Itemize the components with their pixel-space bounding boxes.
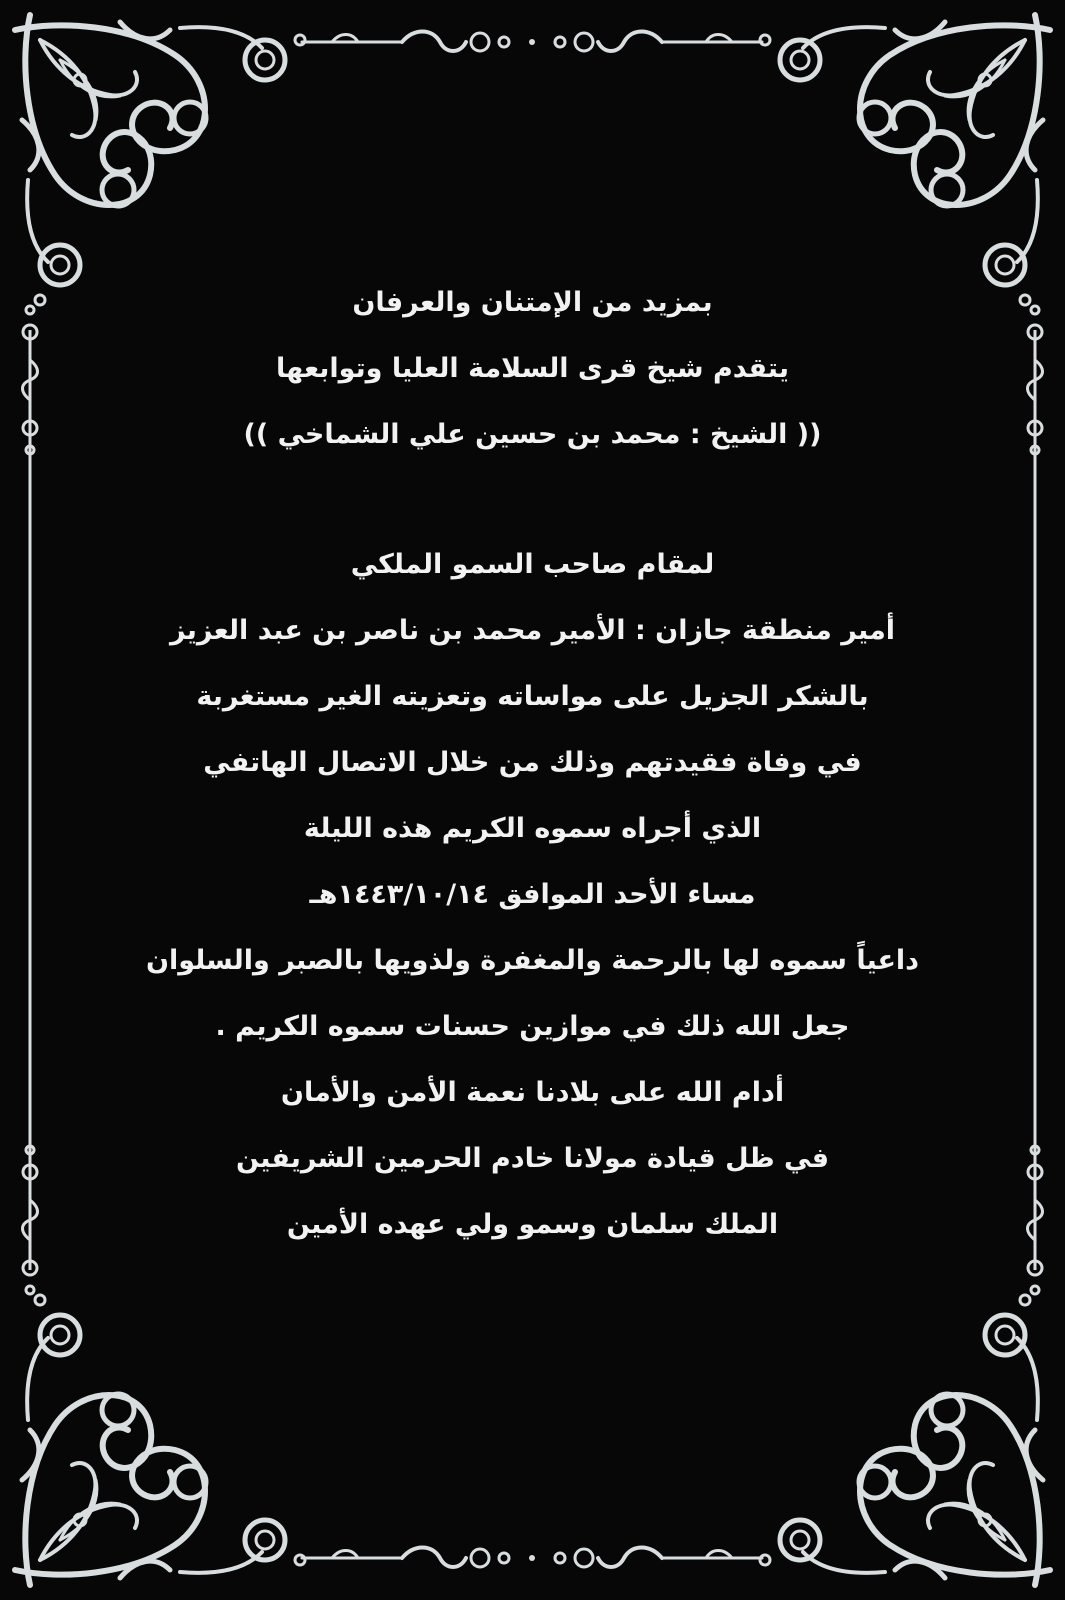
body-line: في وفاة فقيدتهم وذلك من خلال الاتصال الهاتفي (203, 747, 862, 778)
intro-line: بمزيد من الإمتنان والعرفان (352, 287, 713, 318)
intro-line: يتقدم شيخ قرى السلامة العليا وتوابعها (276, 353, 789, 384)
body-line: لمقام صاحب السمو الملكي (350, 549, 715, 580)
body-line: في ظل قيادة مولانا خادم الحرمين الشريفين (235, 1143, 830, 1174)
body-line: مساء الأحد الموافق ١٤٤٣/١٠/١٤هـ (309, 879, 756, 910)
body-line: داعياً سموه لها بالرحمة والمغفرة ولذويها بالصبر والسلوان (145, 945, 920, 976)
body-line: أمير منطقة جازان : الأمير محمد بن ناصر بن عبد العزيز (169, 615, 896, 646)
message-text (120, 270, 945, 1258)
paragraph-gap (120, 468, 945, 532)
body-line: الذي أجراه سموه الكريم هذه الليلة (303, 813, 762, 844)
body-line: أدام الله على بلادنا نعمة الأمن والأمان (280, 1077, 785, 1108)
body-line: بالشكر الجزيل على مواساته وتعزيته الغير مستغربة (196, 681, 869, 712)
body-line: الملك سلمان وسمو ولي عهده الأمين (286, 1209, 779, 1240)
intro-line: (( الشيخ : محمد بن حسين علي الشماخي )) (243, 419, 822, 450)
body-line: جعل الله ذلك في موازين حسنات سموه الكريم . (215, 1011, 850, 1042)
